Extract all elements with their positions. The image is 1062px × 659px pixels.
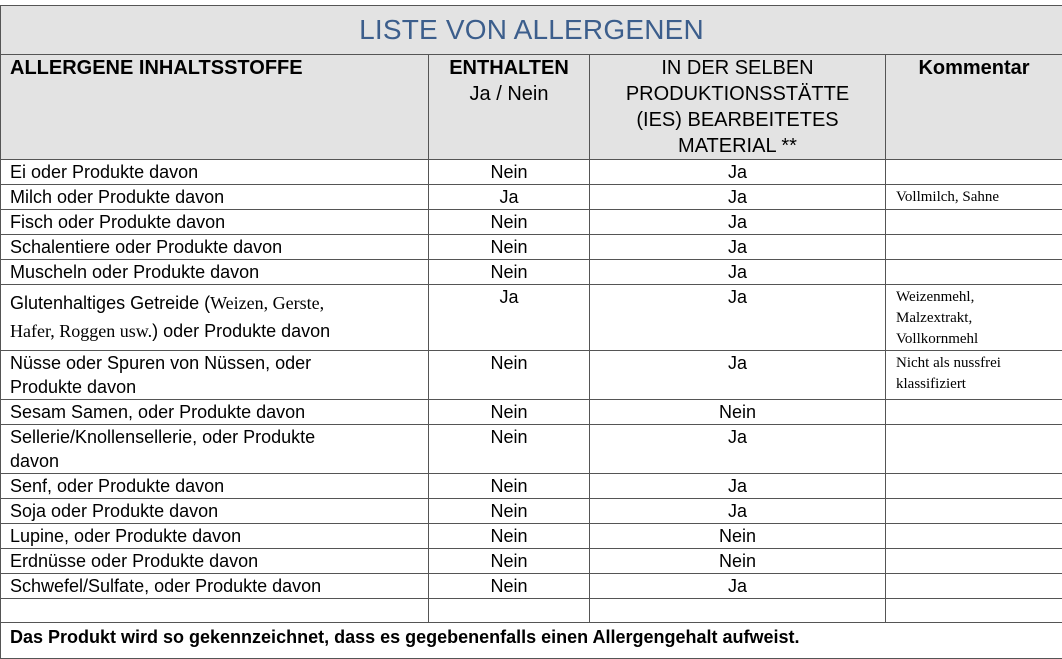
comment-value xyxy=(886,160,1062,185)
facility-value: Nein xyxy=(590,524,886,549)
table-row xyxy=(1,425,1062,474)
contains-value: Nein xyxy=(429,549,590,574)
comment-value xyxy=(886,474,1062,499)
header-allergens: ALLERGENE INHALTSSTOFFE xyxy=(1,55,429,160)
header-row xyxy=(1,55,1062,160)
contains-value: Nein xyxy=(429,425,590,474)
allergen-name: Nüsse oder Spuren von Nüssen, oder Produkte davon xyxy=(1,351,429,400)
contains-value: Nein xyxy=(429,351,590,400)
header-facility: IN DER SELBEN PRODUKTIONSSTÄTTE (IES) BEARBEITETES MATERIAL ** xyxy=(590,55,886,160)
header-contains: ENTHALTEN Ja / Nein xyxy=(429,55,590,160)
allergen-name: Lupine, oder Produkte davon xyxy=(1,524,429,549)
table-row xyxy=(1,574,1062,599)
table-row xyxy=(1,235,1062,260)
table-row xyxy=(1,499,1062,524)
contains-value: Ja xyxy=(429,185,590,210)
facility-value: Ja xyxy=(590,160,886,185)
contains-value: Nein xyxy=(429,210,590,235)
facility-value: Ja xyxy=(590,499,886,524)
contains-value: Nein xyxy=(429,499,590,524)
table-title: LISTE VON ALLERGENEN xyxy=(1,6,1062,55)
allergen-name: Milch oder Produkte davon xyxy=(1,185,429,210)
facility-value: Ja xyxy=(590,185,886,210)
facility-value: Ja xyxy=(590,260,886,285)
allergen-name: Sellerie/Knollensellerie, oder Produkte davon xyxy=(1,425,429,474)
facility-value: Ja xyxy=(590,574,886,599)
table-row xyxy=(1,351,1062,400)
allergen-name: Muscheln oder Produkte davon xyxy=(1,260,429,285)
footer-note: Das Produkt wird so gekennzeichnet, dass es gegebenenfalls einen Allergengehalt aufweist. xyxy=(1,623,1062,659)
table-row xyxy=(1,260,1062,285)
empty-row xyxy=(1,599,1062,623)
comment-value xyxy=(886,549,1062,574)
table-row xyxy=(1,400,1062,425)
comment-value xyxy=(886,235,1062,260)
contains-value: Nein xyxy=(429,400,590,425)
comment-value xyxy=(886,499,1062,524)
table-row xyxy=(1,185,1062,210)
facility-value: Ja xyxy=(590,285,886,351)
facility-value: Ja xyxy=(590,235,886,260)
table-row xyxy=(1,210,1062,235)
allergen-sheet xyxy=(0,5,1062,648)
facility-value: Ja xyxy=(590,351,886,400)
comment-value: Vollmilch, Sahne xyxy=(886,185,1062,210)
comment-value: Weizenmehl, Malzextrakt, Vollkornmehl xyxy=(886,285,1062,351)
contains-value: Nein xyxy=(429,235,590,260)
comment-value: Nicht als nussfrei klassifiziert xyxy=(886,351,1062,400)
allergen-name: Soja oder Produkte davon xyxy=(1,499,429,524)
allergen-table xyxy=(0,5,1062,659)
table-row xyxy=(1,524,1062,549)
allergen-name: Ei oder Produkte davon xyxy=(1,160,429,185)
contains-value: Nein xyxy=(429,160,590,185)
contains-value: Ja xyxy=(429,285,590,351)
comment-value xyxy=(886,425,1062,474)
table-row xyxy=(1,285,1062,351)
facility-value: Nein xyxy=(590,400,886,425)
comment-value xyxy=(886,210,1062,235)
table-row xyxy=(1,474,1062,499)
facility-value: Ja xyxy=(590,210,886,235)
contains-value: Nein xyxy=(429,260,590,285)
comment-value xyxy=(886,260,1062,285)
contains-value: Nein xyxy=(429,524,590,549)
facility-value: Ja xyxy=(590,474,886,499)
facility-value: Ja xyxy=(590,425,886,474)
allergen-name: Schalentiere oder Produkte davon xyxy=(1,235,429,260)
allergen-name: Schwefel/Sulfate, oder Produkte davon xyxy=(1,574,429,599)
header-comment: Kommentar xyxy=(886,55,1062,160)
allergen-name: Glutenhaltiges Getreide (Weizen, Gerste, Hafer, Roggen usw.) oder Produkte davon xyxy=(1,285,429,351)
facility-value: Nein xyxy=(590,549,886,574)
allergen-name: Fisch oder Produkte davon xyxy=(1,210,429,235)
table-row xyxy=(1,549,1062,574)
contains-value: Nein xyxy=(429,474,590,499)
table-row xyxy=(1,160,1062,185)
comment-value xyxy=(886,400,1062,425)
comment-value xyxy=(886,574,1062,599)
allergen-name: Erdnüsse oder Produkte davon xyxy=(1,549,429,574)
contains-value: Nein xyxy=(429,574,590,599)
comment-value xyxy=(886,524,1062,549)
allergen-name: Sesam Samen, oder Produkte davon xyxy=(1,400,429,425)
allergen-name: Senf, oder Produkte davon xyxy=(1,474,429,499)
